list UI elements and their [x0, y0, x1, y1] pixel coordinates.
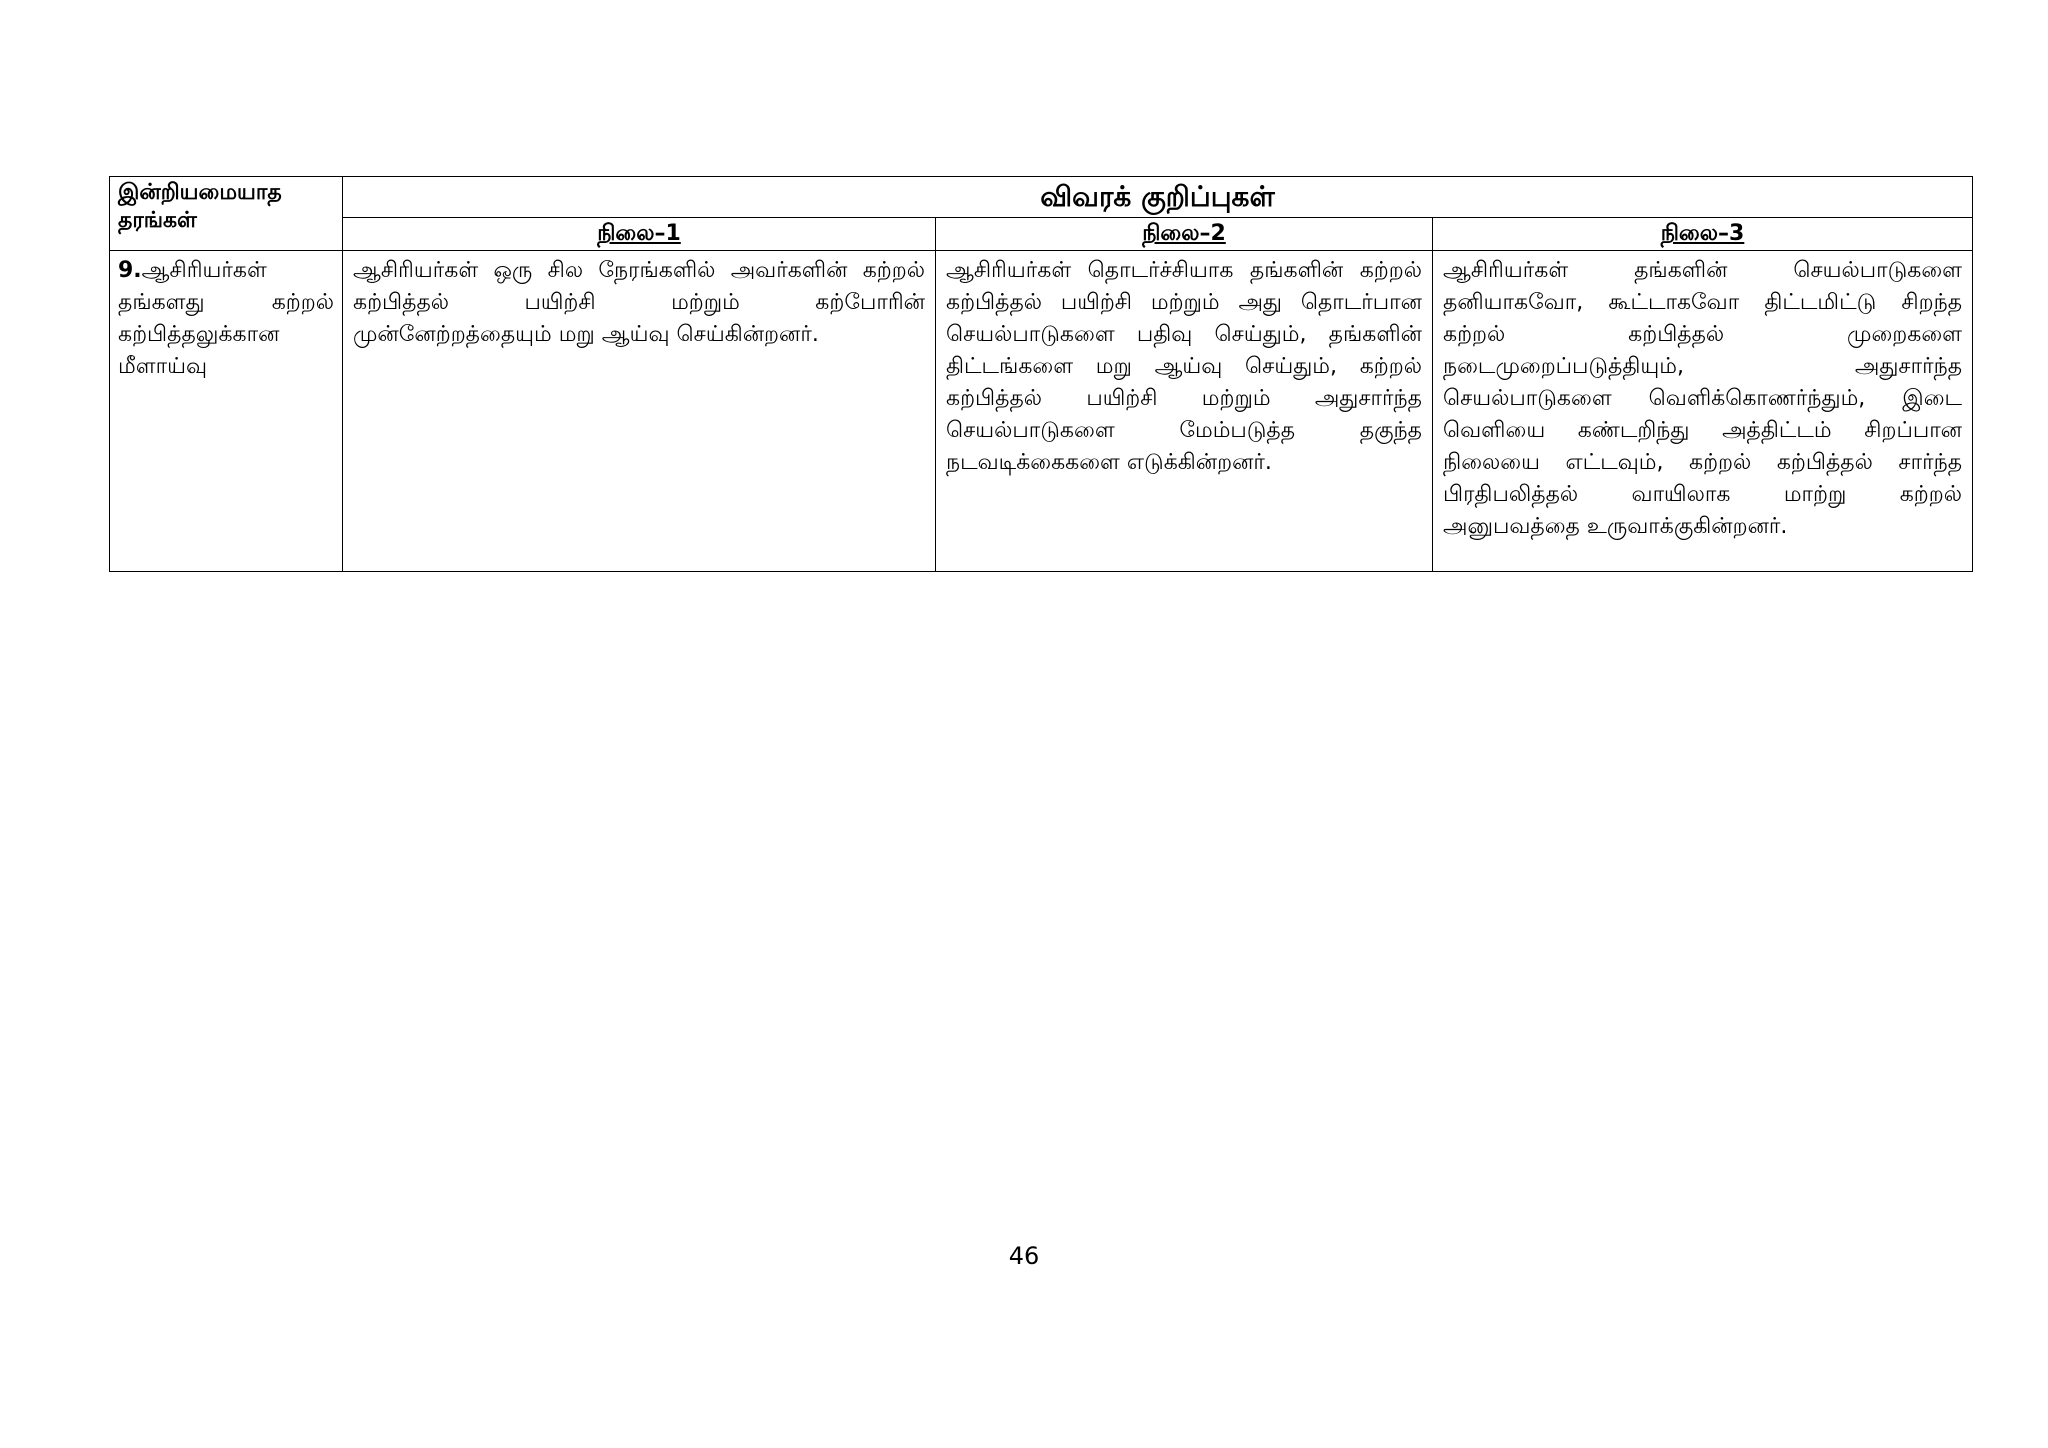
table-row [110, 251, 1973, 572]
page-number: 46 [1008, 1242, 1040, 1270]
header-row-levels [110, 218, 1973, 251]
dimension-text: ஆசிரியர்கள் தங்களது கற்றல் கற்பித்தலுக்கான மீளாய்வு [118, 258, 334, 379]
header-row-main [110, 177, 1973, 218]
level-1-label: நிலை–1 [597, 221, 681, 246]
level-3-label: நிலை–3 [1660, 221, 1745, 246]
dimension-header: இன்றியமையாத தரங்கள் [110, 177, 343, 251]
dimension-cell [110, 251, 343, 572]
level-1-header [343, 218, 936, 251]
rubric-table [109, 176, 1973, 572]
dimension-number: 9. [118, 258, 142, 283]
level-3-header [1433, 218, 1973, 251]
level-2-header [936, 218, 1433, 251]
level-1-cell: ஆசிரியர்கள் ஒரு சில நேரங்களில் அவர்களின் கற்றல் கற்பித்தல் பயிற்சி மற்றும் கற்போரின் முன்னேற்றத்தையும் மறு ஆய்வு செய்கின்றனர். [343, 251, 936, 572]
level-2-label: நிலை–2 [1142, 221, 1226, 246]
description-header: விவரக் குறிப்புகள் [343, 177, 1973, 218]
level-3-cell: ஆசிரியர்கள் தங்களின் செயல்பாடுகளை தனியாகவோ, கூட்டாகவோ திட்டமிட்டு சிறந்த கற்றல் கற்பித்தல் முறைகளை நடைமுறைப்படுத்தியும், அதுசார்ந்த செயல்பாடுகளை வெளிக்கொணர்ந்தும், இடை வெளியை கண்டறிந்து அத்திட்டம் சிறப்பான நிலையை எட்டவும், கற்றல் கற்பித்தல் சார்ந்த பிரதிபலித்தல் வாயிலாக மாற்று கற்றல் அனுபவத்தை உருவாக்குகின்றனர். [1433, 251, 1973, 572]
level-2-cell: ஆசிரியர்கள் தொடர்ச்சியாக தங்களின் கற்றல் கற்பித்தல் பயிற்சி மற்றும் அது தொடர்பான செயல்பாடுகளை பதிவு செய்தும், தங்களின் திட்டங்களை மறு ஆய்வு செய்தும், கற்றல் கற்பித்தல் பயிற்சி மற்றும் அதுசார்ந்த செயல்பாடுகளை மேம்படுத்த தகுந்த நடவடிக்கைகளை எடுக்கின்றனர். [936, 251, 1433, 572]
